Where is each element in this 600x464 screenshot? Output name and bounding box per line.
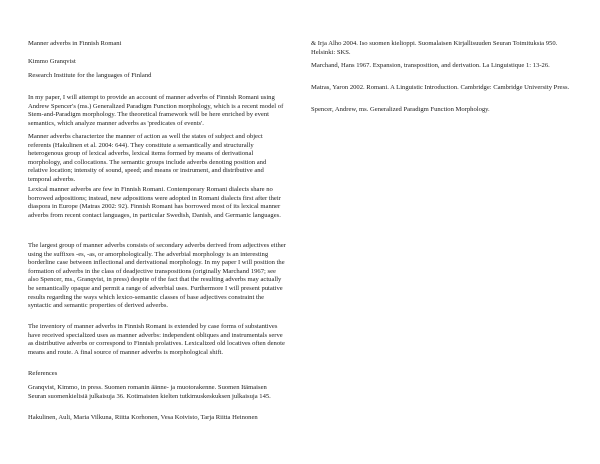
references-heading: References <box>28 370 58 377</box>
abstract-paragraph-inventory: The inventory of manner adverbs in Finnish Romani is extended by case forms of substantives have received specialized uses as manner adverbs: independent obliques and instrumentals serve as distributive adverbs or correspond to Finnish prolatives. Lexicalized old locatives often denote means and route. A final source of manner adverbs is morphological shift. <box>28 323 285 356</box>
reference-granqvist: Granqvist, Kimmo, in press. Suomen romanin äänne- ja muotorakenne. Suomen Itämaisen Seuran suomenkielisiä julkaisuja 36. Kotimaisten kielten tutkimuskeskuksen julkaisuja 145. <box>28 384 271 400</box>
reference-spencer: Spencer, Andrew, ms. Generalized Paradigm Function Morphology. <box>311 106 490 113</box>
abstract-paragraph-secondary-adverbs: The largest group of manner adverbs consists of secondary adverbs derived from adjectives either using the suffixes -es, -as, or amorphologically. The adverbial morphology is an interesting borderline case between inflectional and derivational morphology. In my paper I will position the formation of adverbs in the class of deadjective transpositions (originally Marchand 1967; see also Spencer, ms., Granqvist, in press) despite of the fact that the resulting adverbs may actually be semantically opaque and permit a range of adverbial uses. Furthermore I will present putative results regarding the ways which lexico-semantic classes of base adjectives constraint the syntactic and semantic properties of derived adverbs. <box>28 242 286 310</box>
reference-marchand: Marchand, Hans 1967. Expansion, transposition, and derivation. La Linguistique 1: 13-26. <box>311 62 550 69</box>
abstract-paragraph-lexical-adverbs: Lexical manner adverbs are few in Finnish Romani. Contemporary Romani dialects share no borrowed adpositions; instead, new adpositions were adopted in Romani dialects first after their diaspora in Europe (Matras 2002: 92). Finnish Romani has borrowed most of its lexical manner adverbs from recent contact languages, in particular Swedish, Danish, and Germanic languages. <box>28 186 281 219</box>
abstract-paragraph-characterization: Manner adverbs characterize the manner of action as well the states of subject and object referents (Hakulinen et al. 2004: 644). They constitute a semantically and structurally heterogenous group of lexical adverbs, lexical items formed by means of derivational morphology, and collocations. The semantic groups include adverbs denoting position and relative location; intensity of sound, speed; and means or instrument, and distributive and temporal adverbs. <box>28 133 267 183</box>
reference-hakulinen-continued: & Irja Alho 2004. Iso suomen kielioppi. Suomalaisen Kirjallisuuden Seuran Toimituksia 950. Helsinki: SKS. <box>311 40 558 56</box>
abstract-paragraph-intro: In my paper, I will attempt to provide an account of manner adverbs of Finnish Romani using Andrew Spencer's (ms.) Generalized Paradigm Function morphology, which is a recent model of Stem-and-Paradigm morphology. The theoretical framework will be here enriched by event semantics, which analyze manner adverbs as 'predicates of events'. <box>28 94 284 127</box>
author-affiliation: Research Institute for the languages of Finland <box>28 72 152 79</box>
author-name: Kimmo Granqvist <box>28 58 76 65</box>
paper-title: Manner adverbs in Finnish Romani <box>28 40 122 47</box>
reference-matras: Matras, Yaron 2002. Romani. A Linguistic Introduction. Cambridge: Cambridge University Press. <box>311 84 570 91</box>
reference-hakulinen: Hakulinen, Auli, Maria Vilkuna, Riitta Korhonen, Vesa Koivisto, Tarja Riitta Heinonen <box>28 414 258 421</box>
